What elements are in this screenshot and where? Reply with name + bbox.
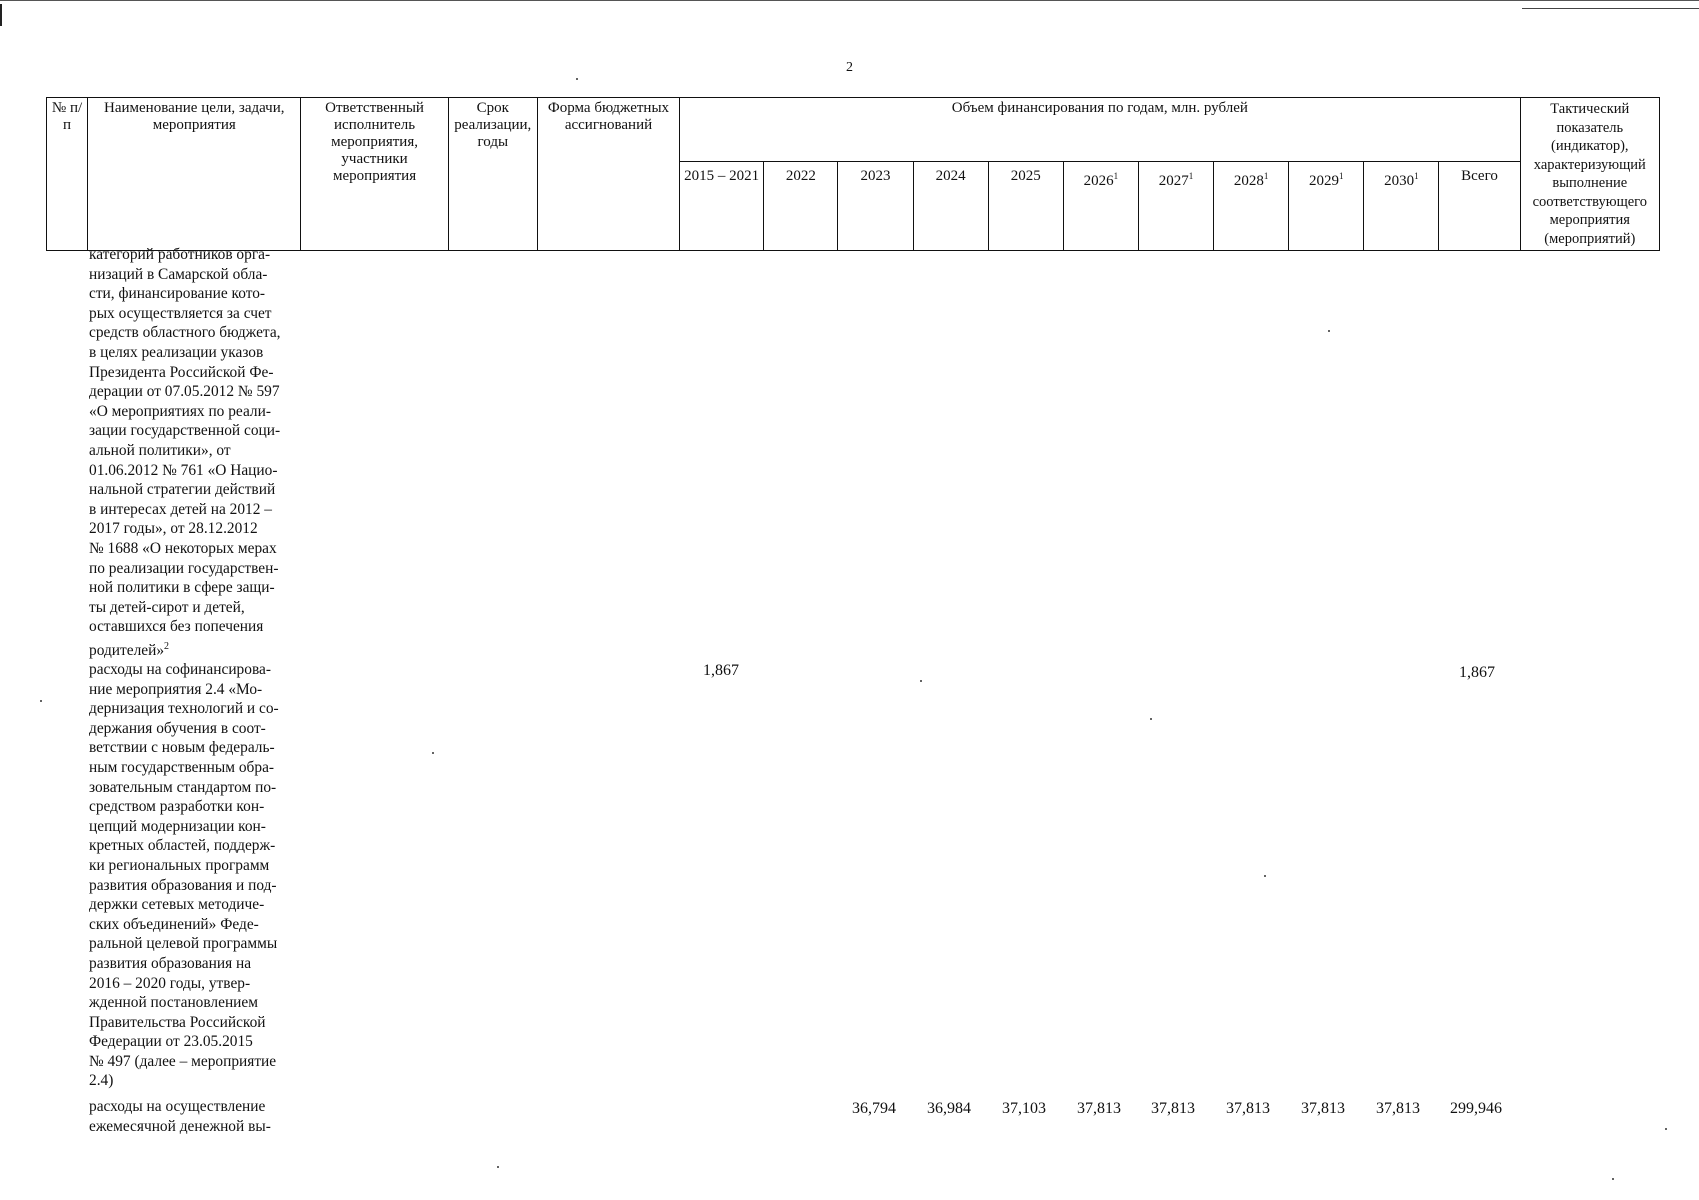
year-2030 <box>1364 162 1439 251</box>
year-2025: 2025 <box>988 162 1063 251</box>
year-2024: 2024 <box>913 162 988 251</box>
row-1-text: категорий работников орга- низаций в Самарской обла- сти, финансирование кото- рых осуществляется за счет средств областного бюджета, в целях реализации указов Президента Российской Фе- дерации от 07.05.2012 № 597 «О мероприятиях по реали- зации государственной соци- альной политики», от 01.06.2012 № 761 «О Нацио- нальной стратегии действий в интересах детей на 2012 – 2017 годы», от 28.12.2012 № 1688 «О некоторых мерах по реализации государствен- ной политики в сфере защи- ты детей-сирот и детей, оставшихся без попечения родителей» <box>89 246 281 659</box>
top-border-line <box>0 0 1699 1</box>
footnote-mark: 1 <box>1338 171 1344 182</box>
row-3-value-2028: 37,813 <box>1226 1100 1270 1117</box>
year-2028 <box>1214 162 1289 251</box>
header-indicator: Тактический показатель (индикатор), характеризующий выполнение соответствующего мероприятия (мероприятий) <box>1520 98 1659 251</box>
scan-speck <box>920 680 922 682</box>
footnote-mark: 1 <box>1263 171 1269 182</box>
top-right-line <box>1522 8 1699 9</box>
row-3-value-2030: 37,813 <box>1376 1100 1420 1117</box>
header-name: Наименование цели, задачи, мероприятия <box>88 98 301 251</box>
scan-edge-mark <box>0 4 2 26</box>
year-total: Всего <box>1439 162 1520 251</box>
header-period: Срок реализации, годы <box>448 98 537 251</box>
year-2028-label: 2028 <box>1233 173 1264 190</box>
row-1-name <box>89 245 299 661</box>
row-2-value-total: 1,867 <box>1459 664 1495 681</box>
scan-speck <box>1612 1178 1614 1180</box>
scan-speck <box>432 752 434 754</box>
header-responsible: Ответственный исполнитель мероприятия, участники мероприятия <box>301 98 448 251</box>
row-3-value-2025: 37,103 <box>1002 1100 1046 1117</box>
row-3-value-2024: 36,984 <box>927 1100 971 1117</box>
footnote-mark: 1 <box>1113 171 1119 182</box>
row-3-value-2029: 37,813 <box>1301 1100 1345 1117</box>
row-2-name: расходы на софинансирова- ние мероприятия 2.4 «Мо- дернизация технологий и со- держания обучения в соот- ветствии с новым федераль- ным государственным обра- зовательным стандартом по- средством разработки кон- цепций модернизации кон- кретных областей, поддерж- ки региональных программ развития образования и под- держки сетевых методиче- ских объединений» Феде- ральной целевой программы развития образования на 2016 – 2020 годы, утвер- жденной постановлением Правительства Российской Федерации от 23.05.2015 № 497 (далее – мероприятие 2.4) <box>89 661 279 1090</box>
year-2029 <box>1289 162 1364 251</box>
year-2026-label: 2026 <box>1083 173 1114 190</box>
year-2029-label: 2029 <box>1308 173 1339 190</box>
year-2027 <box>1138 162 1213 251</box>
year-2023: 2023 <box>838 162 913 251</box>
scan-speck <box>1264 875 1266 877</box>
scan-speck <box>1328 330 1330 332</box>
row-3-value-total: 299,946 <box>1450 1100 1502 1117</box>
scan-speck <box>497 1166 499 1168</box>
row-3-value-2023: 36,794 <box>852 1100 896 1117</box>
year-2022: 2022 <box>764 162 838 251</box>
funding-table-header <box>46 97 1660 251</box>
year-2026 <box>1063 162 1138 251</box>
year-2030-label: 2030 <box>1384 173 1415 190</box>
scan-speck <box>576 78 578 80</box>
row-3-value-2027: 37,813 <box>1151 1100 1195 1117</box>
row-1-footnote-mark: 2 <box>164 640 170 652</box>
year-2015-2021: 2015 – 2021 <box>680 162 764 251</box>
row-2-value-2015-2021: 1,867 <box>703 662 739 679</box>
scan-speck <box>40 700 42 702</box>
scan-speck <box>1665 1128 1667 1130</box>
header-number: № п/п <box>47 98 88 251</box>
footnote-mark: 1 <box>1188 171 1194 182</box>
footnote-mark: 1 <box>1414 171 1419 182</box>
scan-speck <box>1150 718 1152 720</box>
row-3-name: расходы на осуществление ежемесячной денежной вы- <box>89 1098 271 1135</box>
year-2027-label: 2027 <box>1158 173 1189 190</box>
header-budget-form: Форма бюджетных ассигнований <box>537 98 679 251</box>
page-number: 2 <box>846 60 853 75</box>
row-3-value-2026: 37,813 <box>1077 1100 1121 1117</box>
header-funding-volume: Объем финансирования по годам, млн. рублей <box>680 98 1520 162</box>
